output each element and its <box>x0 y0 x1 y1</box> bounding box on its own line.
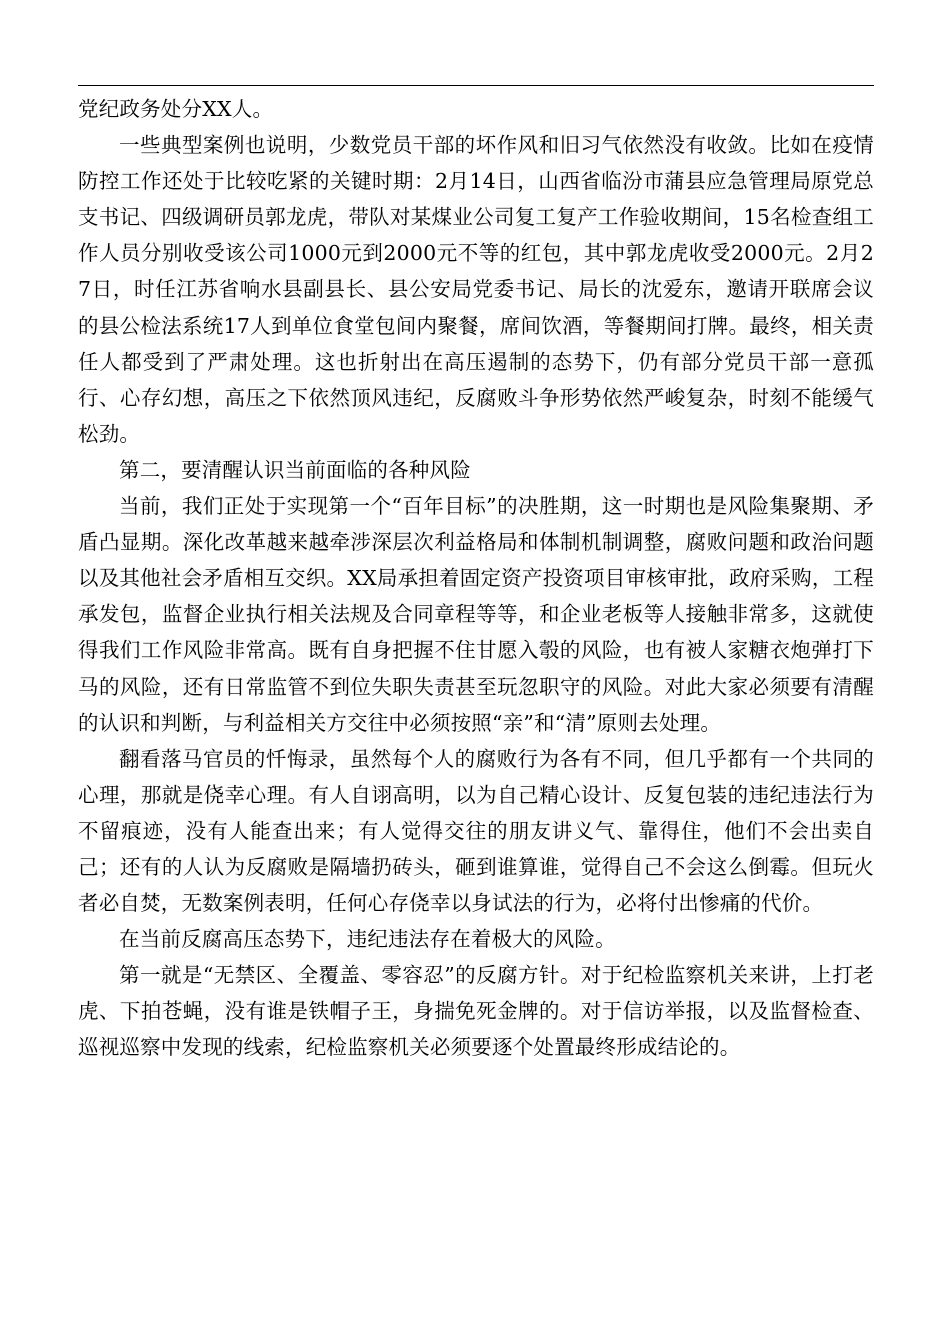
paragraph-6: 第一就是“无禁区、全覆盖、零容忍”的反腐方针。对于纪检监察机关来讲，上打老虎、下拍苍蝇，没有谁是铁帽子王，身揣免死金牌的。对于信访举报，以及监督检查、巡视巡察中发现的线索，纪检监察机关必须要逐个处置最终形成结论的。 <box>78 963 874 1060</box>
paragraph-4: 翻看落马官员的忏悔录，虽然每个人的腐败行为各有不同，但几乎都有一个共同的心理，那就是侥幸心理。有人自诩高明，以为自己精心设计、反复包装的违纪违法行为不留痕迹，没有人能查出来；有人觉得交往的朋友讲义气、靠得住，他们不会出卖自己；还有的人认为反腐败是隔墙扔砖头，砸到谁算谁，觉得自己不会这么倒霉。但玩火者必自焚，无数案例表明，任何心存侥幸以身试法的行为，必将付出惨痛的代价。 <box>78 746 874 916</box>
paragraph-1: 党纪政务处分XX人。 <box>78 97 274 121</box>
paragraph-2: 一些典型案例也说明，少数党员干部的坏作风和旧习气依然没有收敛。比如在疫情防控工作还处于比较吃紧的关键时期：2月14日，山西省临汾市蒲县应急管理局原党总支书记、四级调研员郭龙虎，带队对某煤业公司复工复产工作验收期间，15名检查组工作人员分别收受该公司1000元到2000元不等的红包，其中郭龙虎收受2000元。2月27日，时任江苏省响水县副县长、县公安局党委书记、局长的沈爱东，邀请开联席会议的县公检法系统17人到单位食堂包间内聚餐，席间饮酒，等餐期间打牌。最终，相关责任人都受到了严肃处理。这也折射出在高压遏制的态势下，仍有部分党员干部一意孤行、心存幻想，高压之下依然顶风违纪，反腐败斗争形势依然严峻复杂，时刻不能缓气松劲。 <box>78 133 874 446</box>
section-heading: 第二，要清醒认识当前面临的各种风险 <box>119 457 471 482</box>
paragraph-5: 在当前反腐高压态势下，违纪违法存在着极大的风险。 <box>119 927 616 952</box>
header-rule <box>78 85 874 86</box>
paragraph-3: 当前，我们正处于实现第一个“百年目标”的决胜期，这一时期也是风险集聚期、矛盾凸显期。深化改革越来越牵涉深层次利益格局和体制机制调整，腐败问题和政治问题以及其他社会矛盾相互交织。XX局承担着固定资产投资项目审核审批，政府采购，工程承发包，监督企业执行相关法规及合同章程等等，和企业老板等人接触非常多，这就使得我们工作风险非常高。既有自身把握不住甘愿入彀的风险，也有被人家糖衣炮弹打下马的风险，还有日常监管不到位失职失责甚至玩忽职守的风险。对此大家必须要有清醒的认识和判断，与利益相关方交往中必须按照“亲”和“清”原则去处理。 <box>78 494 874 735</box>
document-body <box>78 91 874 1066</box>
